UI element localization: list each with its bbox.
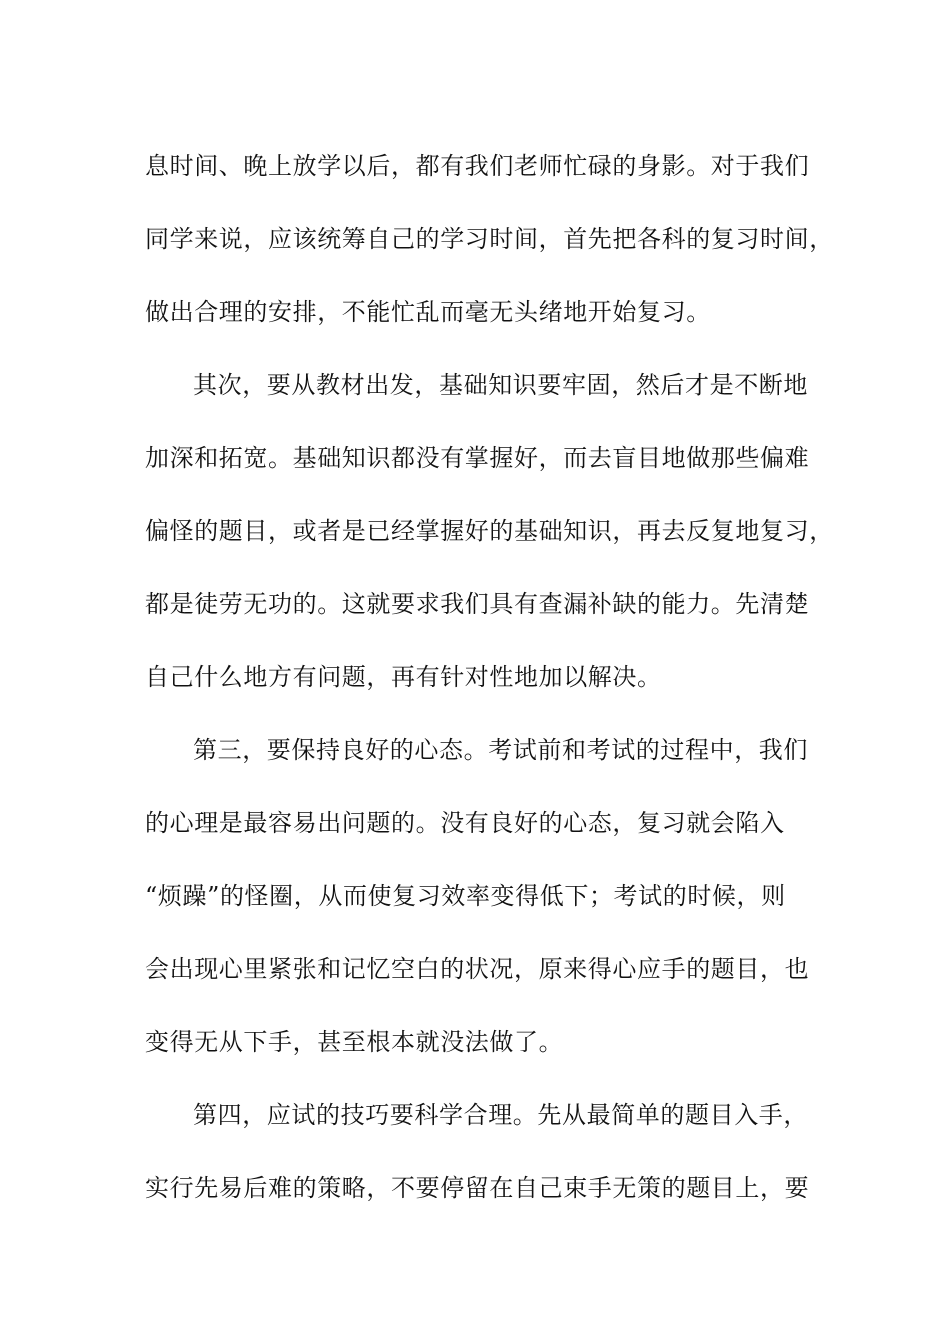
text-line: 变得无从下手，甚至根本就没法做了。 [145, 1028, 564, 1056]
text-line: 实行先易后难的策略，不要停留在自己束手无策的题目上，要 [145, 1174, 810, 1202]
text-line: 的心理是最容易出问题的。没有良好的心态，复习就会陷入 [145, 809, 785, 837]
text-line: 同学来说，应该统筹自己的学习时间，首先把各科的复习时间， [145, 225, 834, 253]
body-text [145, 130, 834, 1225]
text-line: 做出合理的安排，不能忙乱而毫无头绪地开始复习。 [145, 298, 711, 326]
text-line: “烦躁”的怪圈，从而使复习效率变得低下；考试的时候，则 [145, 882, 786, 910]
paragraph-start-line: 其次，要从教材出发，基础知识要牢固，然后才是不断地 [193, 371, 808, 399]
text-line: 会出现心里紧张和记忆空白的状况，原来得心应手的题目，也 [145, 955, 810, 983]
text-line: 自己什么地方有问题，再有针对性地加以解决。 [145, 663, 662, 691]
text-line: 加深和拓宽。基础知识都没有掌握好，而去盲目地做那些偏难 [145, 444, 810, 472]
paragraph-start-line: 第三，要保持良好的心态。考试前和考试的过程中，我们 [193, 736, 808, 764]
text-line: 息时间、晚上放学以后，都有我们老师忙碌的身影。对于我们 [145, 152, 810, 180]
text-line: 偏怪的题目，或者是已经掌握好的基础知识，再去反复地复习， [145, 517, 834, 545]
text-line: 都是徒劳无功的。这就要求我们具有查漏补缺的能力。先清楚 [145, 590, 810, 618]
paragraph-start-line: 第四，应试的技巧要科学合理。先从最简单的题目入手， [193, 1101, 808, 1129]
